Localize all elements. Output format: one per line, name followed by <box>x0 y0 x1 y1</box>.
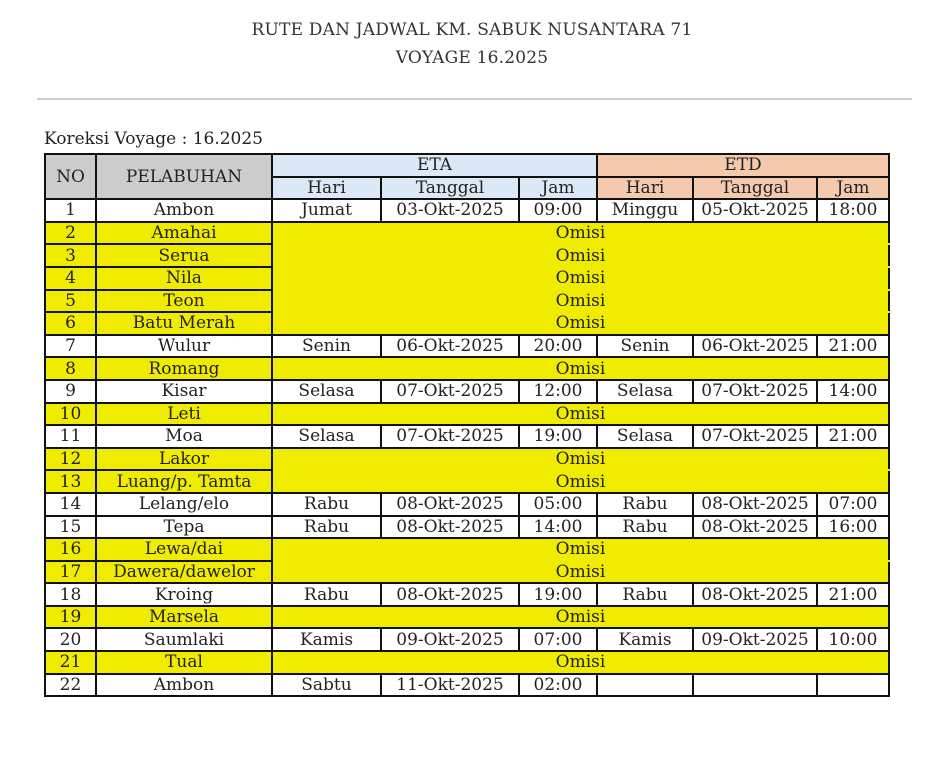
eta-day: Jumat <box>272 199 381 222</box>
table-row <box>45 628 889 651</box>
row-number: 12 <box>45 448 96 471</box>
port-name: Lelang/elo <box>96 493 272 516</box>
table-row <box>45 493 889 516</box>
port-name: Batu Merah <box>96 312 272 335</box>
etd-date: 09-Okt-2025 <box>693 628 817 651</box>
eta-date: 06-Okt-2025 <box>381 335 519 358</box>
row-number: 14 <box>45 493 96 516</box>
port-name: Wulur <box>96 335 272 358</box>
col-header-etd-time: Jam <box>817 177 889 200</box>
row-number: 4 <box>45 267 96 290</box>
eta-date: 08-Okt-2025 <box>381 493 519 516</box>
omission-status: Omisi <box>272 470 889 493</box>
etd-day: Selasa <box>597 380 693 403</box>
table-row <box>45 470 889 493</box>
row-number: 5 <box>45 290 96 313</box>
port-name: Moa <box>96 425 272 448</box>
col-header-port: PELABUHAN <box>96 154 272 199</box>
row-number: 9 <box>45 380 96 403</box>
port-name: Dawera/dawelor <box>96 561 272 584</box>
table-row <box>45 448 889 471</box>
row-number: 10 <box>45 403 96 426</box>
row-number: 2 <box>45 222 96 245</box>
etd-day: Rabu <box>597 583 693 606</box>
row-number: 20 <box>45 628 96 651</box>
etd-time: 07:00 <box>817 493 889 516</box>
col-header-etd-day: Hari <box>597 177 693 200</box>
col-header-no: NO <box>45 154 96 199</box>
eta-date: 03-Okt-2025 <box>381 199 519 222</box>
row-number: 8 <box>45 357 96 380</box>
etd-time: 18:00 <box>817 199 889 222</box>
etd-time: 21:00 <box>817 425 889 448</box>
table-row <box>45 222 889 245</box>
col-header-etd: ETD <box>597 154 889 177</box>
etd-date: 06-Okt-2025 <box>693 335 817 358</box>
eta-time: 05:00 <box>519 493 597 516</box>
table-row <box>45 583 889 606</box>
eta-day: Rabu <box>272 516 381 539</box>
eta-day: Sabtu <box>272 674 381 697</box>
eta-date: 07-Okt-2025 <box>381 380 519 403</box>
eta-time: 02:00 <box>519 674 597 697</box>
eta-date: 09-Okt-2025 <box>381 628 519 651</box>
eta-time: 19:00 <box>519 583 597 606</box>
etd-time: 21:00 <box>817 335 889 358</box>
table-row <box>45 538 889 561</box>
eta-time: 12:00 <box>519 380 597 403</box>
table-row <box>45 199 889 222</box>
etd-date: 08-Okt-2025 <box>693 516 817 539</box>
port-name: Ambon <box>96 199 272 222</box>
table-row <box>45 244 889 267</box>
omission-status: Omisi <box>272 403 889 426</box>
eta-date: 11-Okt-2025 <box>381 674 519 697</box>
etd-day: Kamis <box>597 628 693 651</box>
col-header-eta-date: Tanggal <box>381 177 519 200</box>
port-name: Kisar <box>96 380 272 403</box>
etd-date: 07-Okt-2025 <box>693 380 817 403</box>
port-name: Marsela <box>96 606 272 629</box>
col-header-etd-date: Tanggal <box>693 177 817 200</box>
omission-status: Omisi <box>272 267 889 290</box>
omission-status: Omisi <box>272 244 889 267</box>
port-name: Romang <box>96 357 272 380</box>
table-row <box>45 516 889 539</box>
table-row <box>45 380 889 403</box>
table-row <box>45 335 889 358</box>
etd-date: 07-Okt-2025 <box>693 425 817 448</box>
row-number: 3 <box>45 244 96 267</box>
row-number: 13 <box>45 470 96 493</box>
table-row <box>45 651 889 674</box>
etd-time <box>817 674 889 697</box>
voyage-correction-note: Koreksi Voyage : 16.2025 <box>44 129 263 149</box>
row-number: 7 <box>45 335 96 358</box>
omission-status: Omisi <box>272 290 889 313</box>
table-row <box>45 312 889 335</box>
table-row <box>45 357 889 380</box>
port-name: Amahai <box>96 222 272 245</box>
etd-day: Minggu <box>597 199 693 222</box>
port-name: Teon <box>96 290 272 313</box>
port-name: Lewa/dai <box>96 538 272 561</box>
eta-day: Rabu <box>272 493 381 516</box>
eta-day: Selasa <box>272 425 381 448</box>
omission-status: Omisi <box>272 606 889 629</box>
voyage-subtitle: VOYAGE 16.2025 <box>395 48 549 68</box>
etd-date <box>693 674 817 697</box>
port-name: Saumlaki <box>96 628 272 651</box>
eta-date: 08-Okt-2025 <box>381 516 519 539</box>
schedule-table <box>44 153 890 697</box>
etd-date: 05-Okt-2025 <box>693 199 817 222</box>
omission-status: Omisi <box>272 357 889 380</box>
etd-day: Selasa <box>597 425 693 448</box>
table-row <box>45 267 889 290</box>
port-name: Leti <box>96 403 272 426</box>
etd-day: Senin <box>597 335 693 358</box>
table-row <box>45 290 889 313</box>
row-number: 15 <box>45 516 96 539</box>
eta-time: 07:00 <box>519 628 597 651</box>
table-row <box>45 606 889 629</box>
eta-time: 09:00 <box>519 199 597 222</box>
port-name: Nila <box>96 267 272 290</box>
port-name: Serua <box>96 244 272 267</box>
row-number: 19 <box>45 606 96 629</box>
eta-day: Senin <box>272 335 381 358</box>
row-number: 6 <box>45 312 96 335</box>
eta-day: Kamis <box>272 628 381 651</box>
divider <box>37 98 912 100</box>
eta-time: 19:00 <box>519 425 597 448</box>
col-header-eta-day: Hari <box>272 177 381 200</box>
etd-time: 21:00 <box>817 583 889 606</box>
table-row <box>45 674 889 697</box>
port-name: Lakor <box>96 448 272 471</box>
port-name: Ambon <box>96 674 272 697</box>
etd-time: 16:00 <box>817 516 889 539</box>
document-title: RUTE DAN JADWAL KM. SABUK NUSANTARA 71 <box>251 20 693 40</box>
omission-status: Omisi <box>272 538 889 561</box>
etd-day: Rabu <box>597 516 693 539</box>
omission-status: Omisi <box>272 561 889 584</box>
etd-day: Rabu <box>597 493 693 516</box>
row-number: 21 <box>45 651 96 674</box>
omission-status: Omisi <box>272 222 889 245</box>
port-name: Kroing <box>96 583 272 606</box>
table-row <box>45 425 889 448</box>
row-number: 17 <box>45 561 96 584</box>
omission-status: Omisi <box>272 651 889 674</box>
col-header-eta: ETA <box>272 154 597 177</box>
row-number: 18 <box>45 583 96 606</box>
eta-date: 07-Okt-2025 <box>381 425 519 448</box>
row-number: 16 <box>45 538 96 561</box>
table-row <box>45 561 889 584</box>
row-number: 22 <box>45 674 96 697</box>
col-header-eta-time: Jam <box>519 177 597 200</box>
etd-time: 10:00 <box>817 628 889 651</box>
etd-date: 08-Okt-2025 <box>693 583 817 606</box>
eta-day: Selasa <box>272 380 381 403</box>
port-name: Tepa <box>96 516 272 539</box>
eta-time: 20:00 <box>519 335 597 358</box>
eta-time: 14:00 <box>519 516 597 539</box>
eta-date: 08-Okt-2025 <box>381 583 519 606</box>
eta-day: Rabu <box>272 583 381 606</box>
port-name: Tual <box>96 651 272 674</box>
table-row <box>45 403 889 426</box>
etd-date: 08-Okt-2025 <box>693 493 817 516</box>
omission-status: Omisi <box>272 312 889 335</box>
etd-time: 14:00 <box>817 380 889 403</box>
row-number: 1 <box>45 199 96 222</box>
etd-day <box>597 674 693 697</box>
port-name: Luang/p. Tamta <box>96 470 272 493</box>
row-number: 11 <box>45 425 96 448</box>
omission-status: Omisi <box>272 448 889 471</box>
